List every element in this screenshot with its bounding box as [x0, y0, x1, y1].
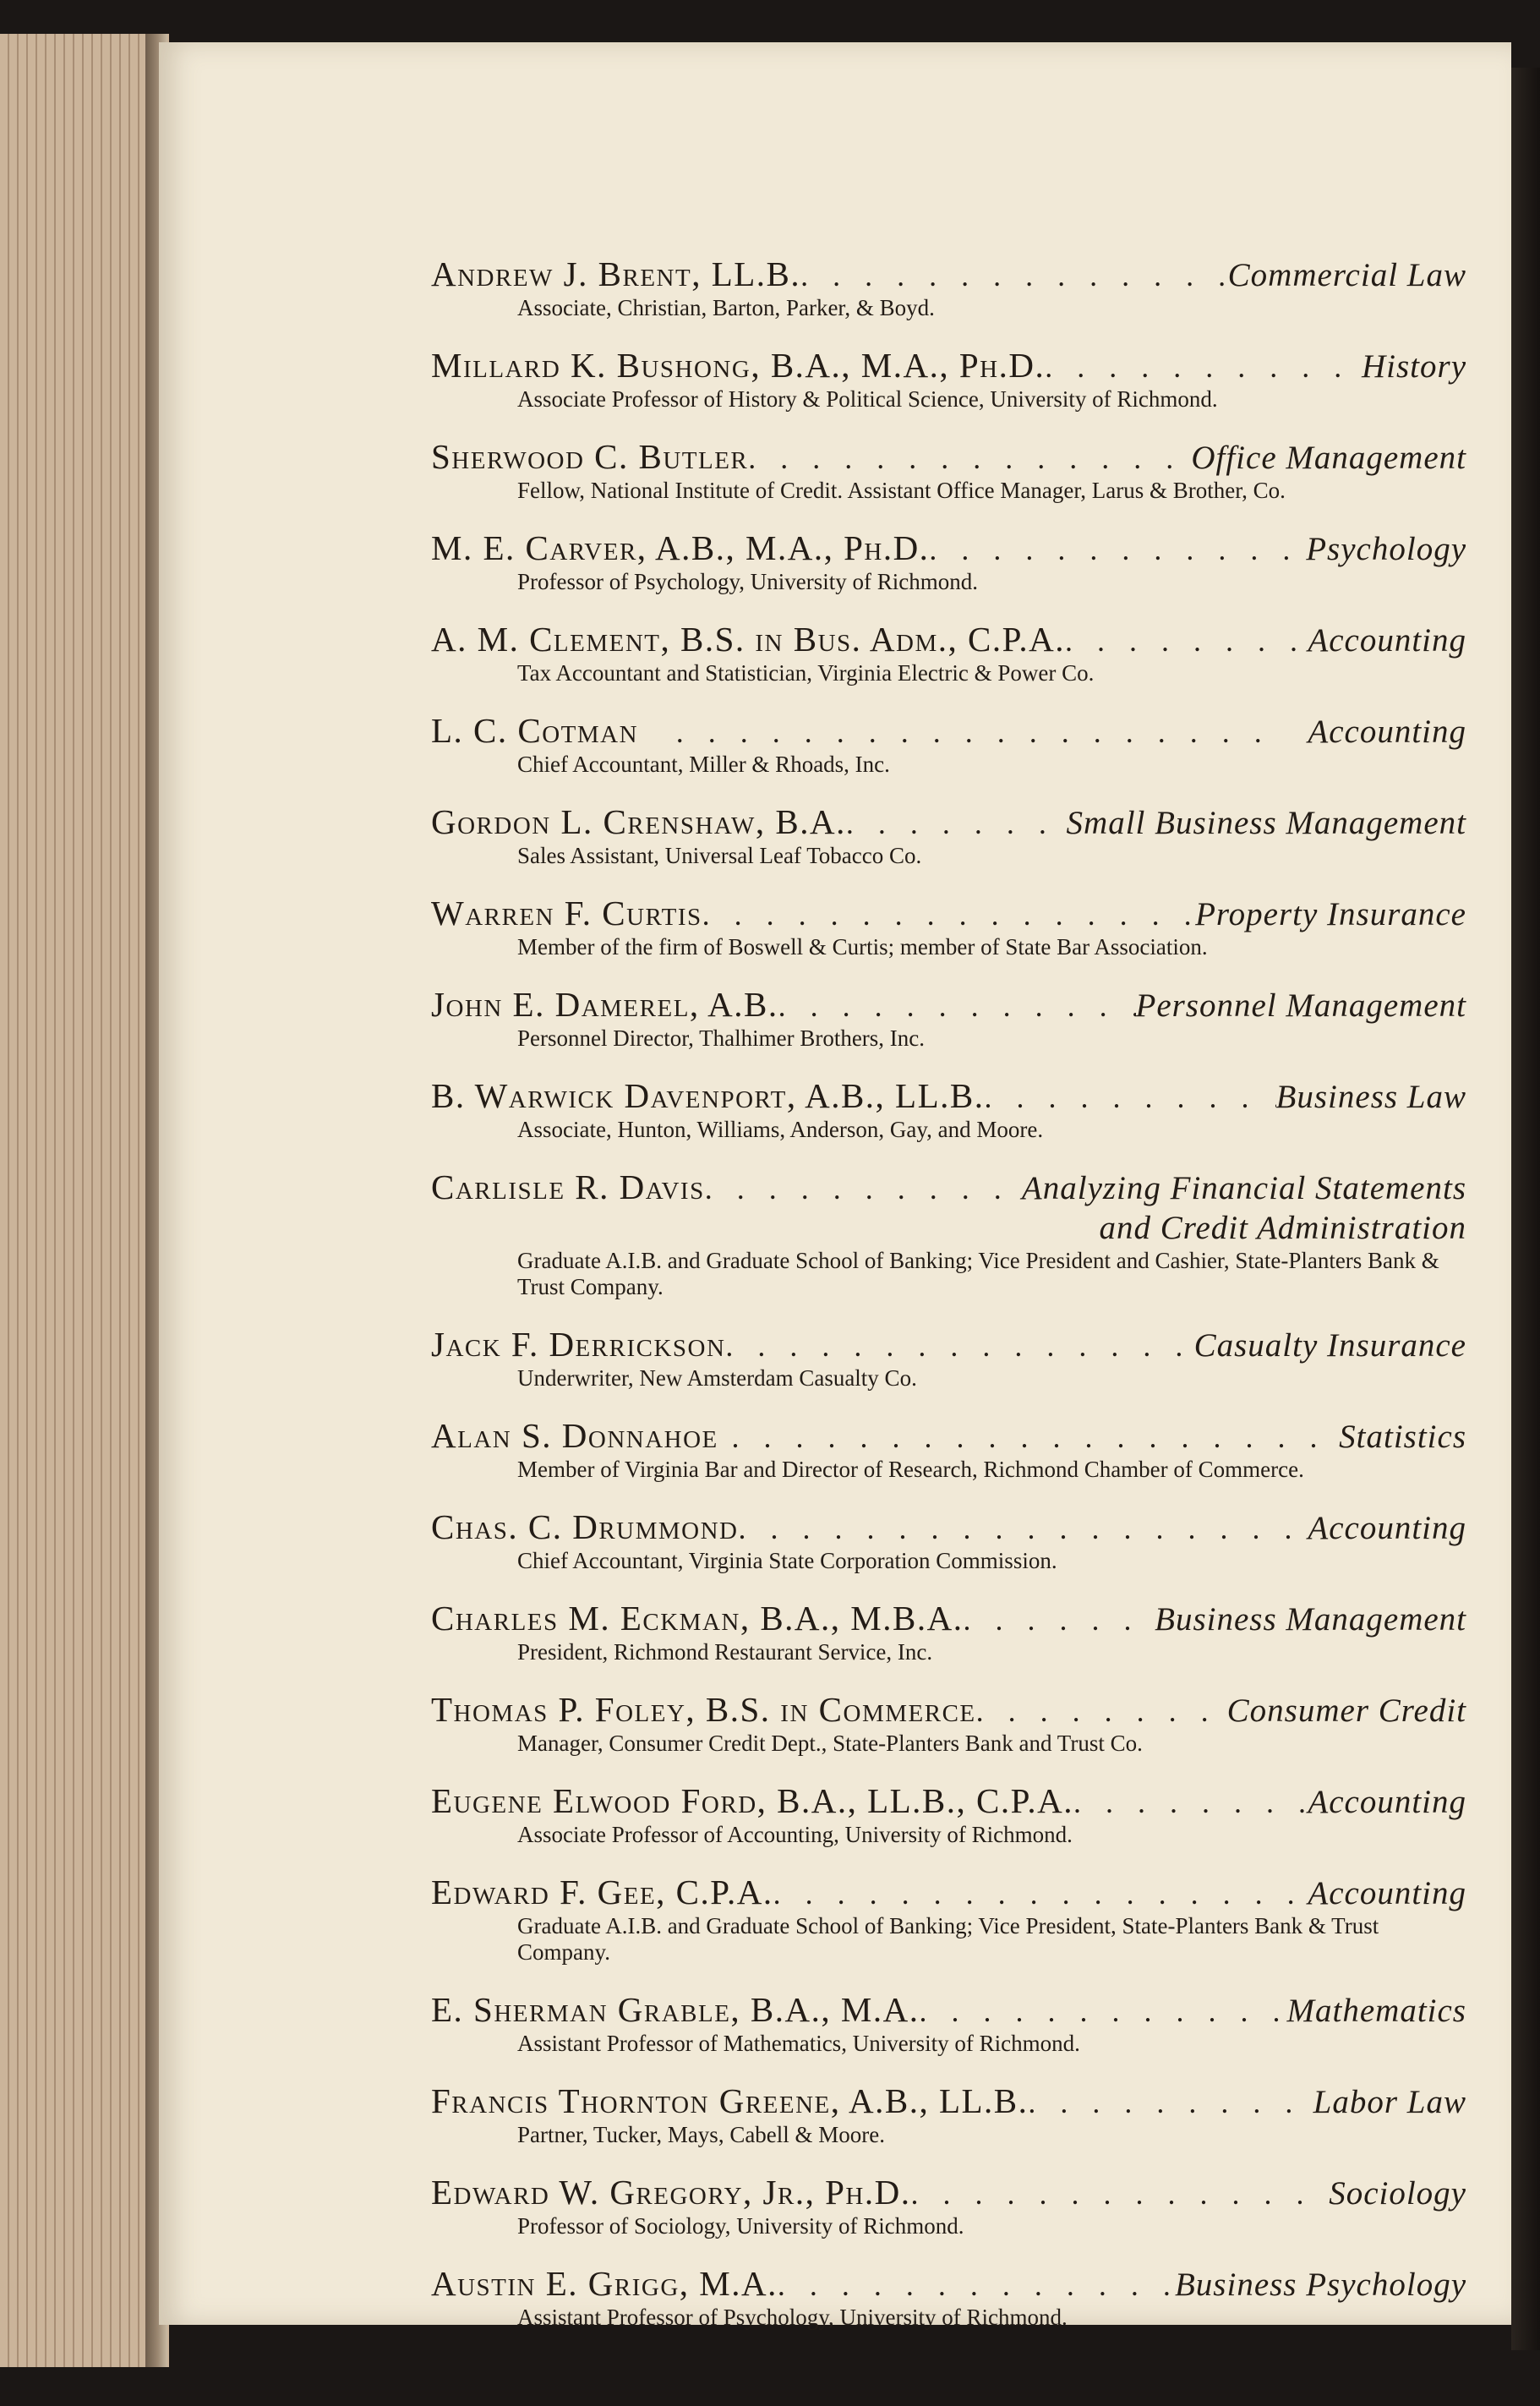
faculty-description: Member of the firm of Boswell & Curtis; member of State Bar Association.	[517, 934, 1208, 960]
faculty-name: Carlisle R. Davis	[431, 1167, 705, 1206]
faculty-entry	[431, 1167, 1466, 1300]
faculty-name: B. Warwick Davenport, A.B., LL.B.	[431, 1076, 985, 1115]
entry-header	[431, 254, 1466, 294]
faculty-name: Jack F. Derrickson	[431, 1325, 726, 1364]
leader-dots	[718, 1419, 1339, 1455]
leader-dots	[638, 714, 1308, 750]
course-subject: Accounting	[1308, 1875, 1466, 1911]
faculty-description: Sales Assistant, Universal Leaf Tobacco Co.	[517, 843, 922, 868]
faculty-name: Charles M. Eckman, B.A., M.B.A.	[431, 1599, 964, 1638]
faculty-description: Assistant Professor of Mathematics, University of Richmond.	[517, 2031, 1080, 2056]
faculty-entry	[431, 1324, 1466, 1392]
course-subject: Commercial Law	[1227, 257, 1466, 293]
course-subject: Accounting	[1308, 714, 1466, 750]
entry-header	[431, 801, 1466, 842]
course-subject: Office Management	[1191, 440, 1466, 476]
leader-dots	[846, 806, 1067, 841]
leader-dots	[984, 1080, 1275, 1115]
faculty-name: Eugene Elwood Ford, B.A., LL.B., C.P.A.	[431, 1781, 1073, 1820]
faculty-description: Professor of Sociology, University of Richmond.	[517, 2213, 964, 2239]
faculty-name: Edward F. Gee, C.P.A.	[431, 1873, 773, 1911]
faculty-entry	[431, 2081, 1466, 2148]
faculty-description: Graduate A.I.B. and Graduate School of Banking; Vice President and Cashier, State-Planters Bank & Trust Company.	[517, 1248, 1439, 1299]
entry-header	[431, 710, 1466, 751]
course-subject: Sociology	[1329, 2175, 1466, 2212]
faculty-entry	[431, 1872, 1466, 1966]
entry-header	[431, 619, 1466, 659]
faculty-description: Associate Professor of Accounting, University of Richmond.	[517, 1822, 1073, 1847]
faculty-name: Austin E. Grigg, M.A.	[431, 2264, 778, 2303]
course-subject: Analyzing Financial Statements	[1021, 1170, 1466, 1206]
course-subject: Business Psychology	[1174, 2267, 1466, 2303]
leader-dots	[739, 1511, 1308, 1546]
faculty-description: Chief Accountant, Virginia State Corporation Commission.	[517, 1548, 1057, 1573]
faculty-name: Francis Thornton Greene, A.B., LL.B.	[431, 2081, 1029, 2120]
entry-header	[431, 1075, 1466, 1116]
course-subject: Casualty Insurance	[1193, 1327, 1466, 1364]
entry-header	[431, 1780, 1466, 1821]
faculty-entry	[431, 1780, 1466, 1848]
leader-dots	[725, 1328, 1193, 1364]
leader-dots	[910, 2176, 1329, 2212]
faculty-name: Alan S. Donnahoe	[431, 1416, 718, 1455]
faculty-description: Personnel Director, Thalhimer Brothers, Inc.	[517, 1025, 926, 1051]
faculty-name: Sherwood C. Butler	[431, 437, 749, 476]
leader-dots	[929, 532, 1306, 567]
faculty-description: Underwriter, New Amsterdam Casualty Co.	[517, 1365, 917, 1391]
course-subject: Psychology	[1306, 531, 1466, 567]
leader-dots	[919, 1993, 1286, 2029]
faculty-entry	[431, 893, 1466, 960]
leader-dots	[773, 1876, 1308, 1911]
faculty-name: Edward W. Gregory, Jr., Ph.D.	[431, 2173, 911, 2212]
leader-dots	[778, 2267, 1175, 2303]
leader-dots	[1065, 623, 1308, 659]
entry-header	[431, 1689, 1466, 1730]
faculty-entry	[431, 436, 1466, 504]
faculty-description: Chief Accountant, Miller & Rhoads, Inc.	[517, 752, 890, 777]
leader-dots	[778, 988, 1136, 1024]
course-subject: Mathematics	[1286, 1993, 1466, 2029]
faculty-name: Andrew J. Brent, LL.B.	[431, 254, 801, 293]
faculty-entry	[431, 1506, 1466, 1574]
faculty-name: A. M. Clement, B.S. in Bus. Adm., C.P.A.	[431, 620, 1065, 659]
entry-header	[431, 1324, 1466, 1364]
course-subject: Property Insurance	[1195, 896, 1466, 932]
faculty-entry	[431, 1598, 1466, 1665]
entry-header	[431, 528, 1466, 568]
faculty-name: Warren F. Curtis	[431, 894, 702, 932]
course-subject: Personnel Management	[1135, 987, 1466, 1024]
faculty-name: John E. Damerel, A.B.	[431, 985, 778, 1024]
entry-header	[431, 345, 1466, 386]
faculty-description: Assistant Professor of Psychology, University of Richmond.	[517, 2305, 1068, 2330]
course-subject: Labor Law	[1313, 2084, 1466, 2120]
faculty-entry	[431, 254, 1466, 321]
page-right-edge	[1511, 68, 1540, 2350]
entry-header	[431, 1415, 1466, 1456]
leader-dots	[1028, 2085, 1313, 2120]
entry-header	[431, 2081, 1466, 2121]
course-subject: History	[1362, 348, 1466, 385]
faculty-entry	[431, 345, 1466, 413]
faculty-entry	[431, 528, 1466, 595]
faculty-list	[431, 254, 1466, 2354]
course-subject: Accounting	[1308, 1510, 1466, 1546]
faculty-entry	[431, 984, 1466, 1052]
faculty-description: Tax Accountant and Statistician, Virginia Electric & Power Co.	[517, 660, 1095, 686]
faculty-name: M. E. Carver, A.B., M.A., Ph.D.	[431, 528, 930, 567]
course-subject-continued: and Credit Administration	[1099, 1210, 1466, 1246]
entry-header	[431, 436, 1466, 477]
entry-header	[431, 1872, 1466, 1912]
entry-header	[431, 2172, 1466, 2212]
entry-header	[431, 984, 1466, 1025]
leader-dots	[702, 897, 1195, 932]
faculty-entry	[431, 1415, 1466, 1483]
course-subject: Accounting	[1308, 1784, 1466, 1820]
entry-header	[431, 1506, 1466, 1547]
faculty-entry	[431, 801, 1466, 869]
faculty-description: Fellow, National Institute of Credit. Assistant Office Manager, Larus & Brother, Co.	[517, 478, 1286, 503]
course-subject: Statistics	[1339, 1419, 1466, 1455]
faculty-name: Millard K. Bushong, B.A., M.A., Ph.D.	[431, 346, 1046, 385]
faculty-entry	[431, 619, 1466, 686]
faculty-description: Associate, Hunton, Williams, Anderson, Gay, and Moore.	[517, 1117, 1044, 1142]
faculty-description: Associate Professor of History & Political Science, University of Richmond.	[517, 386, 1218, 412]
faculty-description: Partner, Tucker, Mays, Cabell & Moore.	[517, 2122, 886, 2147]
faculty-name: L. C. Cotman	[431, 711, 639, 750]
faculty-name: E. Sherman Grable, B.A., M.A.	[431, 1990, 920, 2029]
leader-dots	[705, 1171, 1022, 1206]
faculty-description: President, Richmond Restaurant Service, Inc.	[517, 1639, 933, 1665]
course-subject: Business Law	[1275, 1079, 1466, 1115]
faculty-description: Graduate A.I.B. and Graduate School of Banking; Vice President, State-Planters Bank & Trust Company.	[517, 1913, 1379, 1965]
leader-dots	[1045, 349, 1362, 385]
faculty-description: Manager, Consumer Credit Dept., State-Planters Bank and Trust Co.	[517, 1731, 1143, 1756]
leader-dots	[800, 258, 1228, 293]
faculty-description: Professor of Psychology, University of Richmond.	[517, 569, 978, 594]
faculty-entry	[431, 1989, 1466, 2057]
entry-header	[431, 1598, 1466, 1638]
faculty-entry	[431, 1075, 1466, 1143]
entry-header	[431, 893, 1466, 933]
leader-dots	[748, 440, 1191, 476]
course-subject: Small Business Management	[1066, 805, 1466, 841]
faculty-entry	[431, 2172, 1466, 2239]
entry-header	[431, 2263, 1466, 2304]
page-edges	[0, 34, 169, 2367]
course-subject: Business Management	[1155, 1601, 1466, 1638]
faculty-entry	[431, 2263, 1466, 2331]
entry-header	[431, 1989, 1466, 2030]
faculty-name: Thomas P. Foley, B.S. in Commerce	[431, 1690, 976, 1729]
course-subject: Consumer Credit	[1226, 1692, 1466, 1729]
entry-header	[431, 1167, 1466, 1207]
faculty-name: Chas. C. Drummond	[431, 1507, 739, 1546]
course-subject: Accounting	[1308, 622, 1466, 659]
faculty-description: Associate, Christian, Barton, Parker, & Boyd.	[517, 295, 935, 320]
leader-dots	[963, 1602, 1155, 1638]
faculty-description: Member of Virginia Bar and Director of Research, Richmond Chamber of Commerce.	[517, 1457, 1304, 1482]
faculty-name: Gordon L. Crenshaw, B.A.	[431, 802, 846, 841]
faculty-entry	[431, 1689, 1466, 1757]
leader-dots	[976, 1693, 1227, 1729]
leader-dots	[1073, 1785, 1308, 1820]
faculty-entry	[431, 710, 1466, 778]
